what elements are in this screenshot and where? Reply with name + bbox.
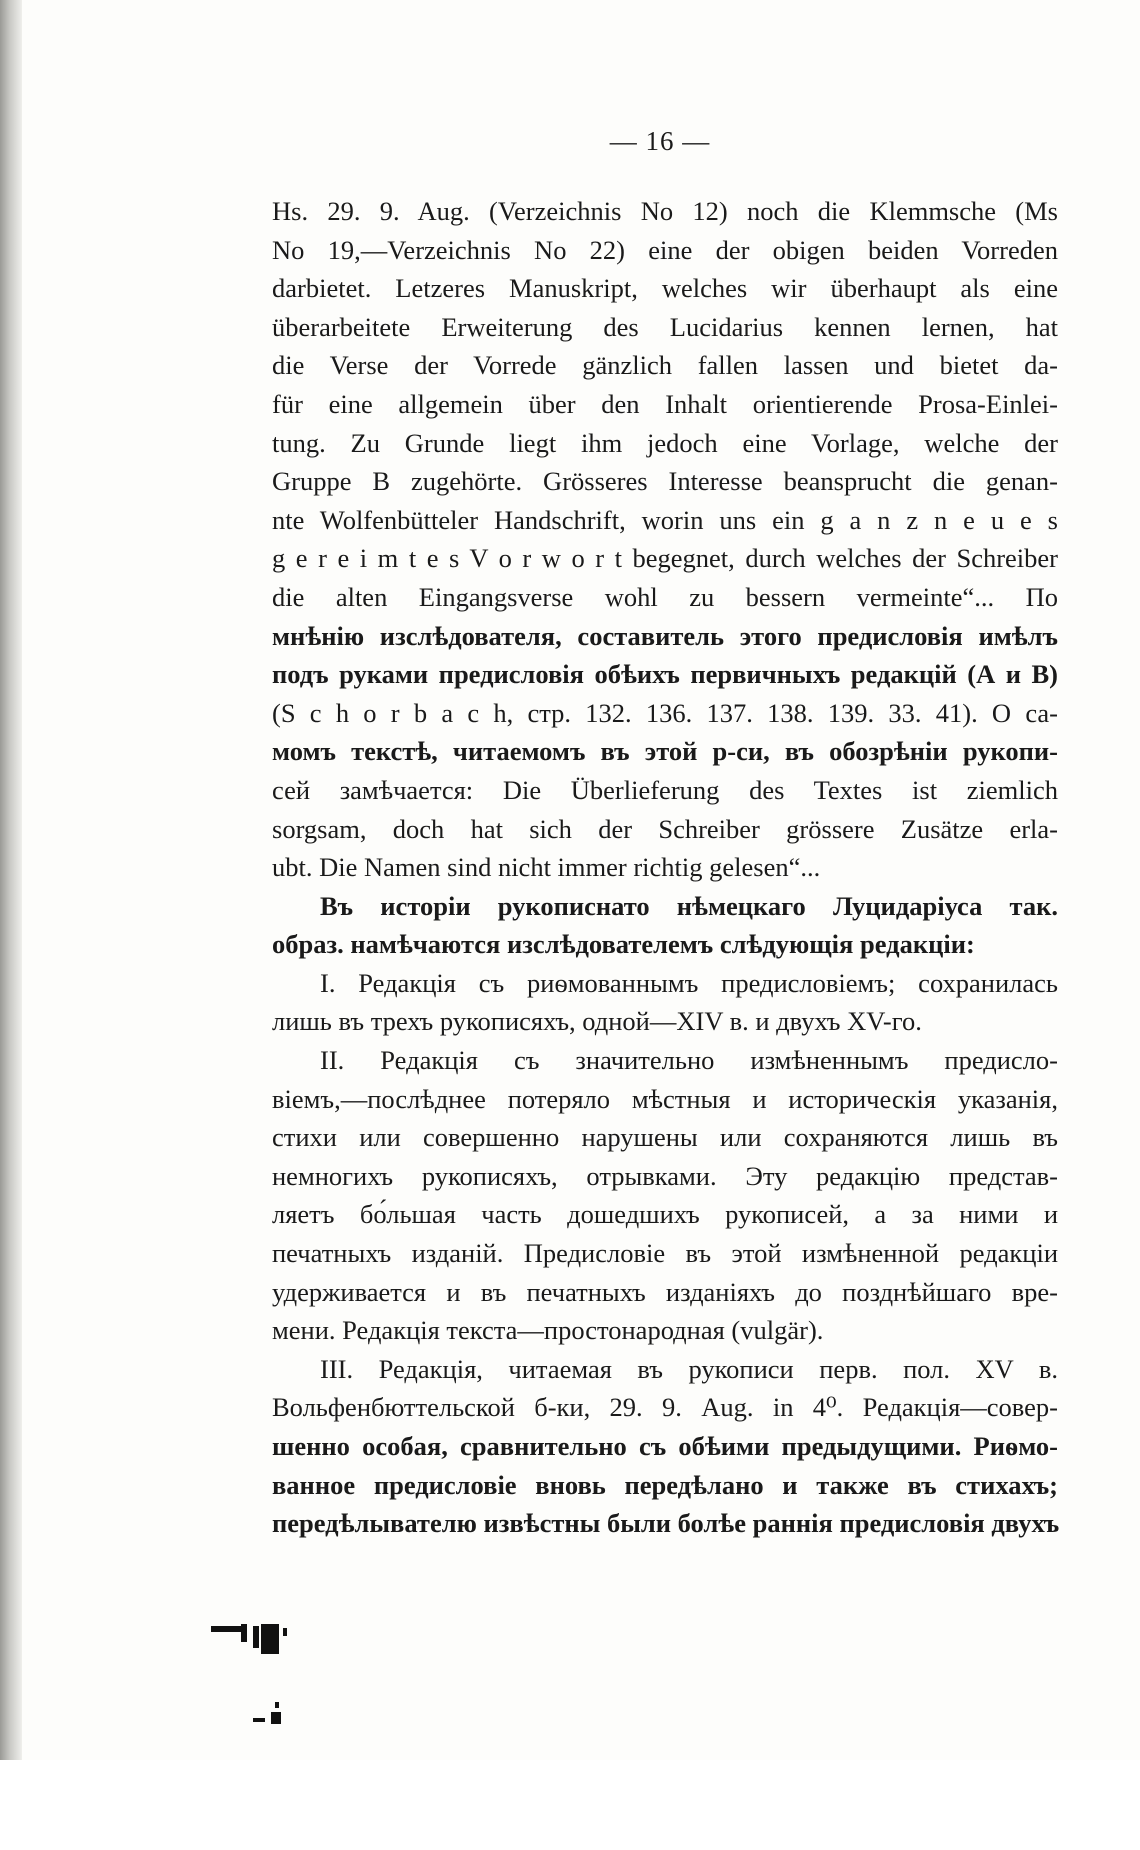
text-line: darbietet. Letzeres Manuskript, welches wir überhaupt als eine [272, 273, 1058, 304]
text-line: образ. намѣчаются изслѣдователемъ слѣдующія редакціи: [272, 929, 975, 960]
text-line: лишь въ трехъ рукописяхъ, одной—XIV в. и двухъ XV-го. [272, 1006, 922, 1037]
text-line: nte Wolfenbütteler Handschrift, worin uns ein g a n z n e u e s [272, 504, 1058, 535]
scan-artifact [241, 1624, 247, 1642]
page-number: — 16 — [609, 126, 711, 156]
scan-artifact [211, 1626, 241, 1632]
text-line: удерживается и въ печатныхъ изданіяхъ до позднѣйшаго вре- [272, 1276, 1058, 1307]
text-line: II. Редакція съ значительно измѣненнымъ предисло- [320, 1045, 1058, 1076]
text-line: g e r e i m t e s V o r w o r t begegnet, durch welches der Schreiber [272, 543, 1058, 574]
text-line: подъ руками предисловія обѣихъ первичныхъ редакцій (А и В) [272, 659, 1058, 690]
text-line: Вольфенбюттельской б-ки, 29. 9. Aug. in 4⁰. Редакція—совер- [272, 1392, 1058, 1423]
scan-artifact [253, 1718, 265, 1722]
text-line: печатныхъ изданій. Предисловіе въ этой измѣненной редакціи [272, 1238, 1058, 1269]
body-text [272, 192, 1058, 1543]
scan-artifact [253, 1626, 259, 1648]
scan-artifact [275, 1702, 279, 1708]
text-line: ляетъ бо́льшая часть дошедшихъ рукописей, а за ними и [272, 1199, 1058, 1230]
text-line: sorgsam, doch hat sich der Schreiber grössere Zusätze erla- [272, 813, 1058, 844]
text-line: für eine allgemein über den Inhalt orientierende Prosa-Einlei- [272, 388, 1058, 419]
scan-artifact [261, 1624, 279, 1654]
text-line: Въ исторіи рукописнато нѣмецкаго Луцидаріуса так. [320, 890, 1058, 921]
text-line: сей замѣчается: Die Überlieferung des Textes ist ziemlich [272, 774, 1058, 805]
text-line: передѣлывателю извѣстны были болѣе раннія предисловія двухъ [272, 1508, 1060, 1539]
scan-artifact [271, 1712, 281, 1724]
text-line: überarbeitete Erweiterung des Lucidarius kennen lernen, hat [272, 311, 1058, 342]
text-line: Gruppe B zugehörte. Grösseres Interesse beansprucht die genan- [272, 466, 1058, 497]
text-line: шенно особая, сравнительно съ обѣими предыдущими. Риѳмо- [272, 1431, 1058, 1461]
text-line: ubt. Die Namen sind nicht immer richtig gelesen“... [272, 852, 821, 883]
text-line: віемъ,—послѣднее потеряло мѣстныя и историческія указанія, [272, 1083, 1058, 1114]
text-line: I. Редакція съ риѳмованнымъ предисловіемъ; сохранилась [320, 967, 1058, 998]
text-line: стихи или совершенно нарушены или сохраняются лишь въ [272, 1122, 1058, 1153]
text-line: немногихъ рукописяхъ, отрывками. Эту редакцію представ- [272, 1160, 1058, 1191]
text-line: ванное предисловіе вновь передѣлано и также въ стихахъ; [272, 1469, 1058, 1500]
text-line: момъ текстѣ, читаемомъ въ этой р-си, въ обозрѣніи рукопи- [272, 736, 1058, 767]
text-line: III. Редакція, читаемая въ рукописи перв. пол. XV в. [320, 1353, 1058, 1384]
text-line: мнѣнію изслѣдователя, составитель этого предисловія имѣлъ [272, 620, 1058, 651]
text-line: Hs. 29. 9. Aug. (Verzeichnis No 12) noch die Klemmsche (Ms [272, 196, 1058, 226]
book-spine-shadow [0, 0, 22, 1760]
text-line: tung. Zu Grunde liegt ihm jedoch eine Vorlage, welche der [272, 427, 1058, 458]
text-line: die Verse der Vorrede gänzlich fallen lassen und bietet da- [272, 350, 1058, 381]
text-line: мени. Редакція текста—простонародная (vulgär). [272, 1315, 824, 1346]
scan-bottom-margin [0, 1760, 1140, 1850]
text-line: No 19,—Verzeichnis No 22) eine der obigen beiden Vorreden [272, 234, 1058, 265]
text-line: die alten Eingangsverse wohl zu bessern vermeinte“... По [272, 581, 1058, 612]
scan-artifact [283, 1628, 287, 1636]
text-line: (S c h o r b a c h, стр. 132. 136. 137. 138. 139. 33. 41). О са- [272, 697, 1058, 728]
